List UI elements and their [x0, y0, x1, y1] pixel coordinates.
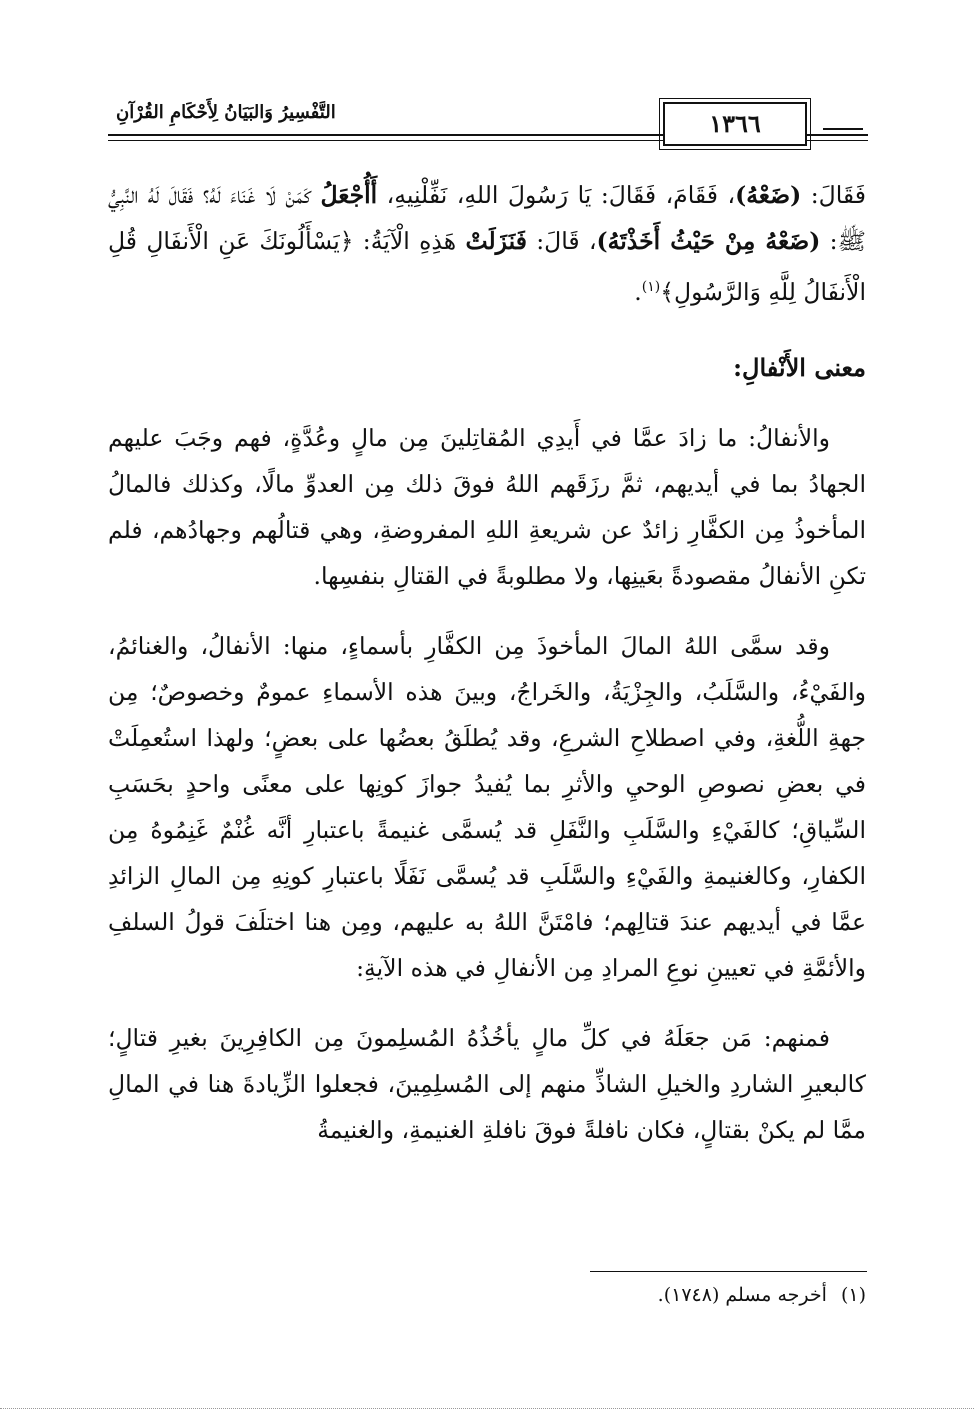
page-number: ١٣٦٦	[663, 102, 807, 146]
footnote	[108, 1280, 866, 1310]
text-run: ، فَقَامَ، فَقَالَ: يَا رَسُولَ اللهِ، نَفِّلْنِيهِ،	[377, 181, 736, 209]
footnote-text: أخرجه مسلم (١٧٤٨).	[657, 1284, 827, 1306]
paragraph: فمنهم: مَن جعَلَهُ في كلِّ مالٍ يأخُذُهُ المُسلِمونَ مِن الكافِرِينَ بغيرِ قتالٍ؛ كالبعيرِ الشاردِ والخيلِ الشاذِّ منهم إلى المُسلِمِينَ، فجعلوا الزِّيادةَ هنا في المالِ ممَّا لم يكنْ بقتالٍ، فكان نافلةً فوقَ نافلةِ الغنيمةِ، والغنيمةُ	[108, 1023, 866, 1144]
quran-verse: ﴿يَسْأَلُونَكَ عَنِ الْأَنفَالِ قُلِ الْأَنفَالُ لِلَّهِ وَالرَّسُولِ﴾	[108, 227, 866, 306]
quote-bold: فَنَزَلَتْ	[465, 227, 527, 255]
footnote-mark: (١)	[840, 1284, 866, 1306]
quote-bold: (ضَعْهُ مِنْ حَيْثُ أَخَذْتَهُ)	[596, 227, 821, 255]
text-run: ، قَالَ:	[526, 227, 597, 255]
scan-edge	[0, 1408, 974, 1413]
footnote-separator	[590, 1271, 867, 1272]
running-title: التَّفْسِيرُ وَالبَيَانُ لِأَحْكَامِ القُرْآنِ	[108, 96, 424, 123]
header-dash	[823, 128, 863, 130]
main-text	[108, 172, 866, 1177]
text-run: هَذِهِ الْآيَةُ:	[353, 227, 466, 255]
section-heading: معنى الأَنْفالِ:	[733, 352, 866, 382]
quote-bold: أَأُجْعَلُ	[320, 181, 378, 209]
text-run: .	[634, 277, 642, 306]
paragraph: وقد سمَّى اللهُ المالَ المأخوذَ مِن الكفَّارِ بأسماءٍ، منها: الأنفالُ، والغنائمُ، والفَيْءُ، والسَّلَبُ، والجِزْيَةُ، والخَراجُ، وبينَ هذه الأسماءِ عمومٌ وخصوصٌ؛ مِن جهةِ اللُّغةِ، وفي اصطلاحِ الشرعِ، وقد يُطلَقُ بعضُها على بعضٍ؛ ولهذا استُعمِلَتْ في بعضِ نصوصِ الوحيِ والأثرِ بما يُفيدُ جوازَ كونِها على معنًى واحدٍ بحَسَبِ السِّياقِ؛ كالفَيْءِ والسَّلَبِ والنَّفَلِ قد يُسمَّى غنيمةً باعتبارِ أنَّه غُنْمٌ غَنِمُوهُ مِن الكفارِ، وكالغنيمةِ والفَيْءِ والسَّلَبِ قد يُسمَّى نَفَلًا باعتبارِ كونِهِ مِن المالِ الزائدِ عمَّا في أيديهم عندَ قتالِهم؛ فامْتَنَّ اللهُ به عليهم، ومِن هنا اختلَفَ قولُ السلفِ والأئمَّةِ في تعيينِ نوعِ المرادِ مِن الأنفالِ في هذه الآيةِ:	[108, 631, 866, 982]
footnote-reference[interactable]: (١)	[641, 279, 661, 295]
quote-bold: (ضَعْهُ)	[735, 181, 802, 209]
page-header	[108, 96, 868, 148]
text-run: كَمَنْ لَا غَنَاءَ لَهُ؟ فَقَالَ لَهُ النَّبِيُّ ﷺ:	[108, 181, 866, 255]
text-run: فَقَالَ:	[801, 181, 866, 209]
hadith-paragraph	[108, 172, 866, 315]
paragraph: والأنفالُ: ما زادَ عمَّا في أَيدِي المُقاتِلينَ مِن مالٍ وعُدَّةٍ، فهم وجَبَ عليهم الجهادُ بما في أيديهم، ثمَّ رزَقَهم اللهُ فوقَ ذلك مِن العدوِّ مالًا، وكذلك فالمالُ المأخوذُ مِن الكفَّارِ زائدٌ عن شريعةِ اللهِ المفروضةِ، وهي قتالُهم وجهادُهم، فلم تكنِ الأنفالُ مقصودةً بعَينِها، ولا مطلوبةً في القتالِ بنفسِها.	[108, 423, 866, 590]
